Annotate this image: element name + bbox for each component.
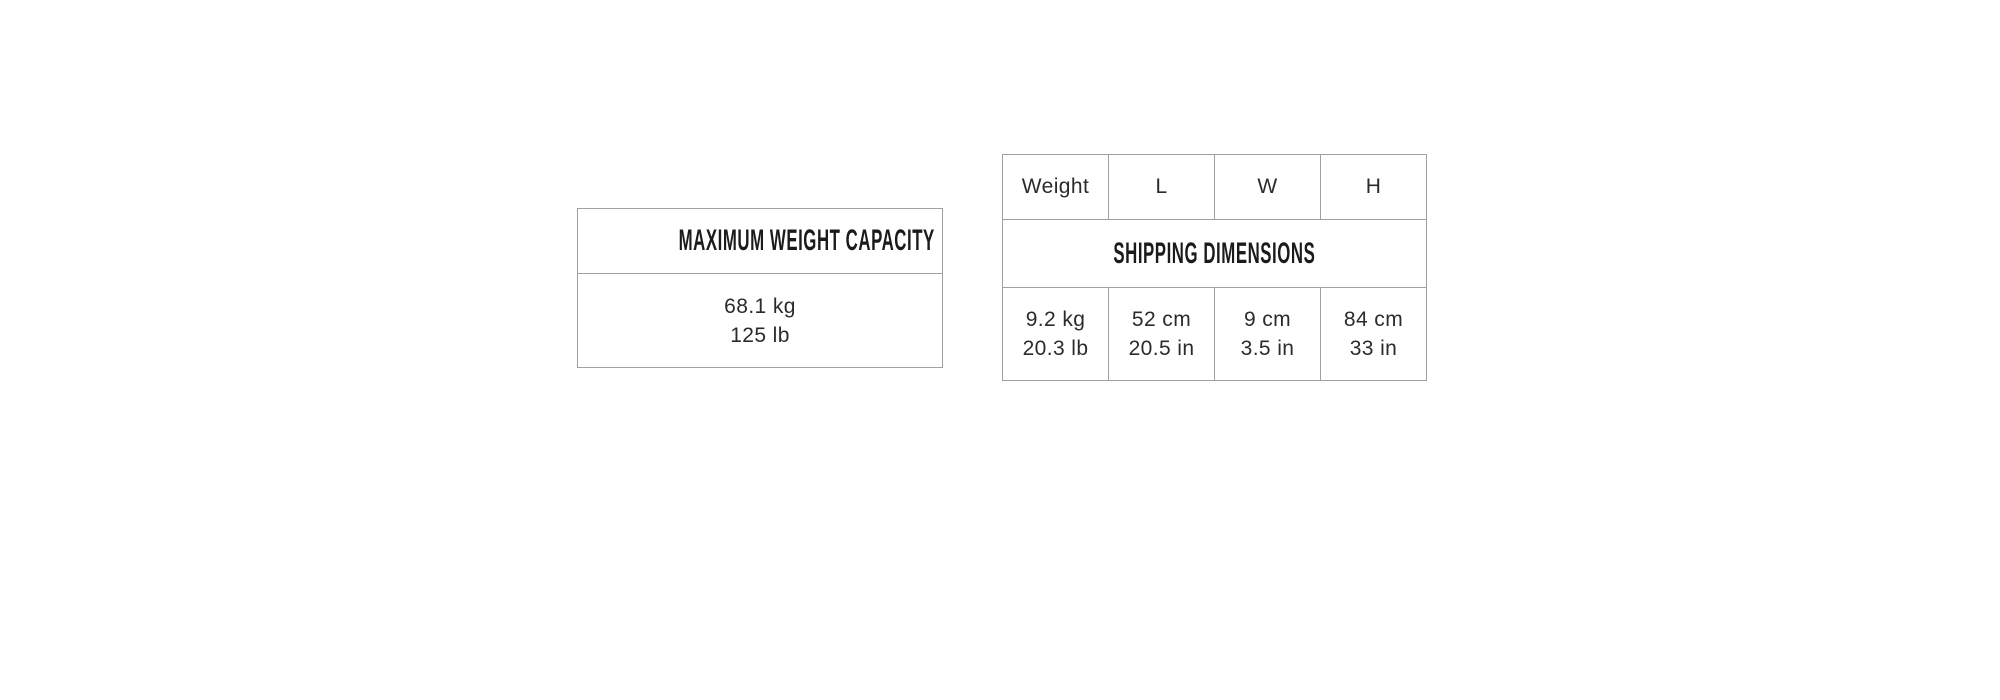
shipping-values-row: [1003, 288, 1427, 381]
shipping-width-value-cell: [1215, 288, 1321, 381]
max-weight-title-cell: [578, 209, 943, 274]
max-weight-title-row: [578, 209, 943, 274]
shipping-colhead-width: W: [1257, 175, 1278, 198]
shipping-colhead-length: L: [1155, 175, 1168, 198]
shipping-colhead-length-cell: [1109, 155, 1215, 220]
shipping-weight-metric: 9.2 kg: [1025, 308, 1086, 331]
max-weight-value-row: [578, 274, 943, 368]
shipping-height-value-cell: [1321, 288, 1427, 381]
shipping-banner-row: [1003, 220, 1427, 288]
max-weight-metric-value: 68.1 kg: [724, 294, 796, 318]
shipping-length-imperial: 20.5 in: [1128, 337, 1195, 360]
max-weight-title: MAXIMUM WEIGHT CAPACITY: [678, 224, 935, 257]
shipping-column-header-row: [1003, 155, 1427, 220]
shipping-colhead-height-cell: [1321, 155, 1427, 220]
shipping-dimensions-table: [1002, 154, 1427, 381]
shipping-weight-value-cell: [1003, 288, 1109, 381]
shipping-colhead-weight-cell: [1003, 155, 1109, 220]
shipping-colhead-width-cell: [1215, 155, 1321, 220]
shipping-dimensions-title: SHIPPING DIMENSIONS: [1113, 236, 1316, 270]
shipping-height-imperial: 33 in: [1349, 337, 1398, 360]
shipping-length-value-cell: [1109, 288, 1215, 381]
max-weight-value-cell: [578, 274, 943, 368]
max-weight-imperial-value: 125 lb: [730, 323, 790, 347]
shipping-height-metric: 84 cm: [1343, 308, 1404, 331]
shipping-colhead-height: H: [1365, 175, 1382, 198]
shipping-width-metric: 9 cm: [1243, 308, 1292, 331]
shipping-length-metric: 52 cm: [1131, 308, 1192, 331]
shipping-width-imperial: 3.5 in: [1240, 337, 1295, 360]
max-weight-capacity-table: [577, 208, 943, 368]
shipping-colhead-weight: Weight: [1021, 175, 1090, 198]
shipping-banner-cell: [1003, 220, 1427, 288]
shipping-weight-imperial: 20.3 lb: [1022, 337, 1089, 360]
